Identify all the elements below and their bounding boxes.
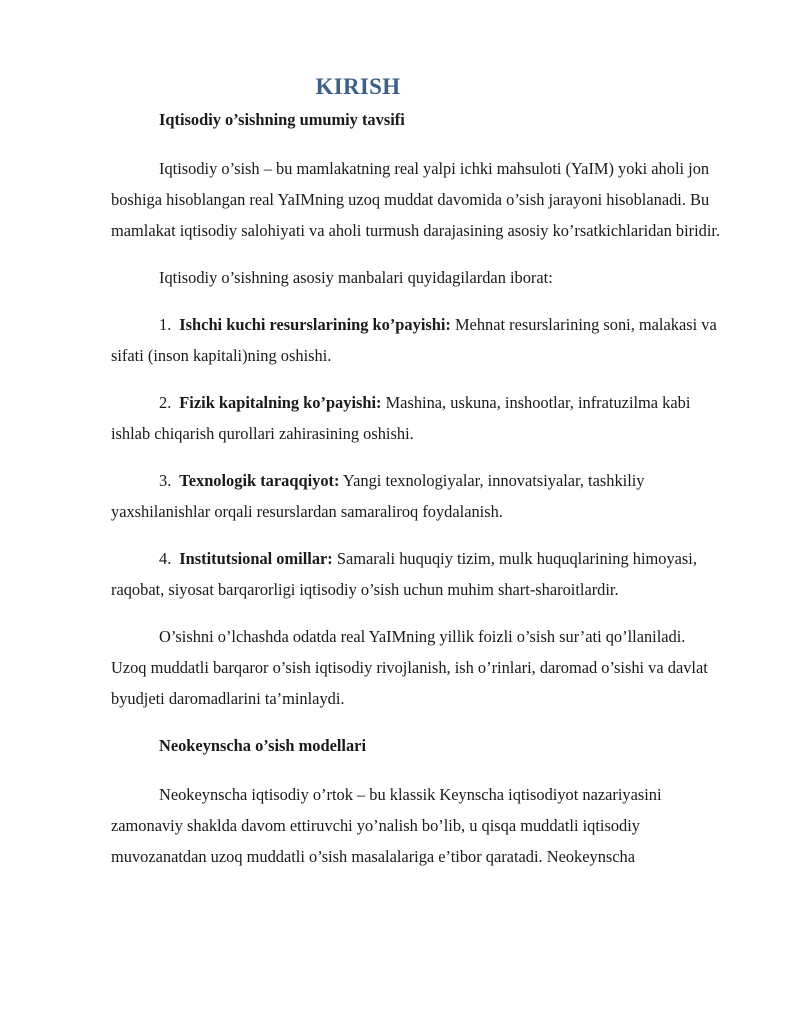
document-body — [111, 104, 723, 888]
list-item-term: Texnologik taraqqiyot: — [179, 471, 340, 490]
list-item — [111, 387, 723, 449]
section-heading-general: Iqtisodiy o’sishning umumiy tavsifi — [159, 110, 405, 129]
list-item-number: 3. — [159, 471, 172, 490]
list-item-text: Yangi texnologiyalar, innovatsiyalar, tashkiliy yaxshilanishlar orqali resurslardan samaraliroq foydalanish. — [111, 471, 645, 521]
list-item-number: 4. — [159, 549, 172, 568]
list-item-number: 2. — [159, 393, 172, 412]
list-item-term: Ishchi kuchi resurslarining ko’payishi: — [179, 315, 451, 334]
list-item — [111, 543, 723, 605]
paragraph-measurement: O’sishni o’lchashda odatda real YaIMning yillik foizli o’sish sur’ati qo’llaniladi. Uzoq muddatli barqaror o’sish iqtisodiy rivojlanish, ish o’rinlari, daromad o’sishi va davlat byudjeti daromadlarini ta’minlaydi. — [111, 627, 708, 708]
list-item-text: Mehnat resurslarining soni, malakasi va sifati (inson kapitali)ning oshishi. — [111, 315, 717, 365]
list-item-term: Institutsional omillar: — [179, 549, 333, 568]
list-item-term: Fizik kapitalning ko’payishi: — [179, 393, 382, 412]
list-item — [111, 309, 723, 371]
section-heading-neokeynesian: Neokeynscha o’sish modellari — [159, 736, 367, 755]
list-item-text: Mashina, uskuna, inshootlar, infratuzilma kabi ishlab chiqarish qurollari zahirasining oshishi. — [111, 393, 691, 443]
list-item-text: Samarali huquqiy tizim, mulk huquqlarining himoyasi, raqobat, siyosat barqarorligi iqtisodiy o’sish uchun muhim shart-sharoitlardir. — [111, 549, 697, 599]
list-item — [111, 465, 723, 527]
paragraph-definition: Iqtisodiy o’sish – bu mamlakatning real yalpi ichki mahsuloti (YaIM) yoki aholi jon boshiga hisoblangan real YaIMning uzoq muddat davomida o’sish jarayoni hisoblanadi. Bu mamlakat iqtisodiy salohiyati va aholi turmush darajasining asosiy ko’rsatkichlaridan biridir. — [111, 159, 721, 240]
list-item-number: 1. — [159, 315, 172, 334]
paragraph-neokeynesian: Neokeynscha iqtisodiy o’rtok – bu klassik Keynscha iqtisodiyot nazariyasini zamonaviy shaklda davom ettiruvchi yo’nalish bo’lib, u qisqa muddatli iqtisodiy muvozanatdan uzoq muddatli o’sish masalalariga e’tibor qaratadi. Neokeynscha — [111, 785, 662, 866]
paragraph-sources-intro: Iqtisodiy o’sishning asosiy manbalari quyidagilardan iborat: — [159, 268, 553, 287]
page-title: KIRISH — [315, 74, 401, 99]
